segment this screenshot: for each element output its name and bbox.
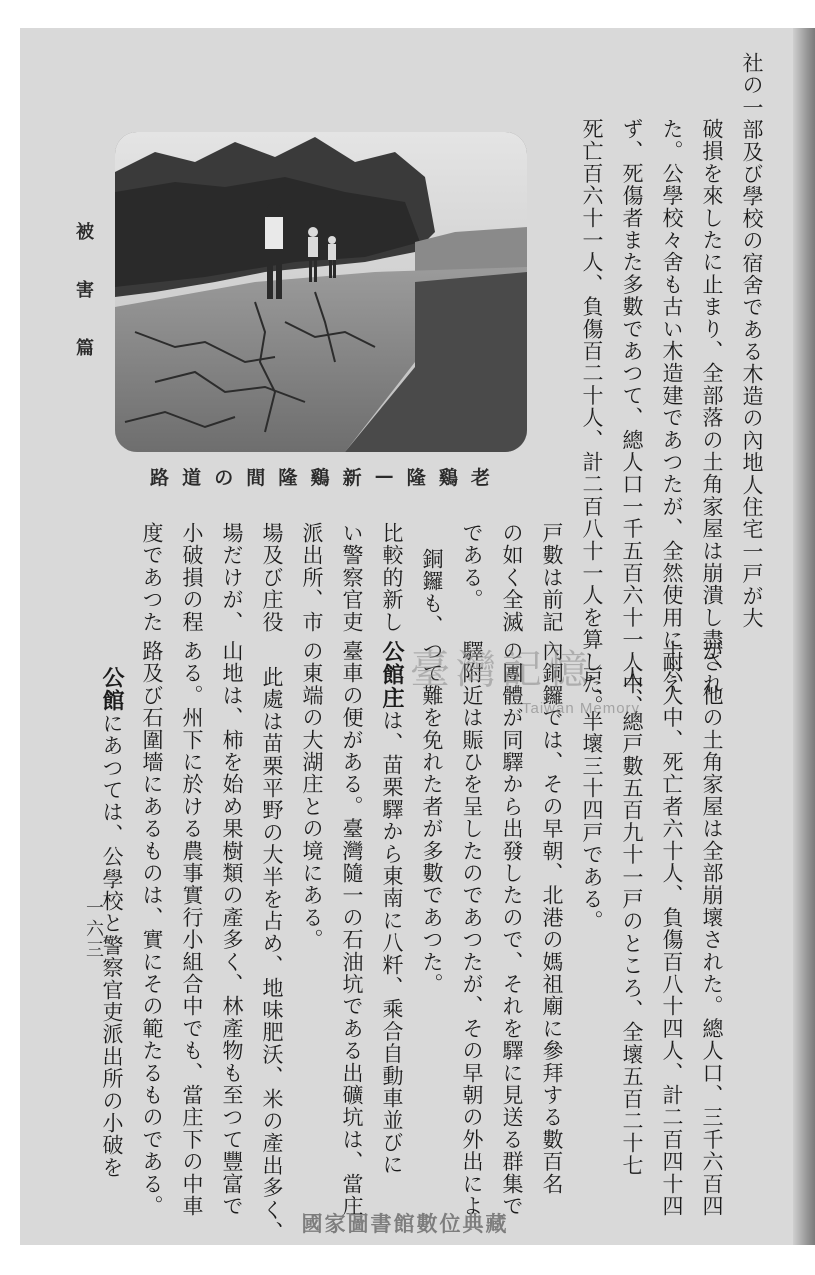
text-column: 戸、半壞三十四戸である。 — [580, 666, 604, 933]
text-column: 場及び庄役 — [260, 522, 284, 633]
text-column: が、他の土角家屋は全部崩壞された。總人口、三千六百四 — [700, 640, 724, 1218]
text-column: 破損を來したに止まり、全部落の土角家屋は崩潰し盡され — [700, 118, 724, 696]
caption-char: 鷄 — [438, 466, 458, 489]
taiwan-memory-watermark — [410, 638, 660, 728]
text-column: つて難を免れた者が多數であつた。 — [420, 640, 444, 996]
text-column: 臺車の便がある。臺灣隨一の石油坑である出礦坑は、當庄 — [340, 640, 364, 1218]
text-column: 小破損の程 — [180, 522, 204, 633]
text-run: は、苗栗驛から東南に八粁、乘合自動車並びに — [380, 709, 404, 1176]
text-column — [98, 666, 125, 1179]
place-name-heading: 公館 — [99, 666, 125, 713]
text-column: 度であつた — [140, 522, 164, 633]
text-column: 派出所、市 — [300, 522, 324, 633]
text-column: 驛附近は賑ひを呈したのであつたが、その早朝の外出によ — [460, 640, 484, 1218]
caption-char: 隆 — [278, 466, 298, 489]
text-column: た。公學校々舍も古い木造建であつたが、全然使用に耐え — [660, 118, 684, 696]
text-column: 人、總戸數五百九十一戸のところ、全壞五百二十七 — [620, 666, 644, 1177]
text-column: 十六人中、死亡者六十人、負傷百八十四人、計二百四十四 — [660, 640, 684, 1218]
text-column: 山地は、柿を始め果樹類の產多く、林產物も至つて豐富で — [220, 640, 244, 1218]
photo-caption — [150, 462, 490, 490]
text-run: にあつては、公學校と警察官吏派出所の小破を — [100, 712, 124, 1179]
caption-char: 鷄 — [310, 466, 330, 489]
caption-char: 新 — [342, 466, 362, 489]
text-column: 路及び石圍墻にあるものは、實にその範たるものである。 — [140, 640, 164, 1218]
page-number: 一六三 — [83, 898, 104, 961]
caption-char: 老 — [470, 466, 490, 489]
caption-char: 路 — [150, 466, 170, 489]
caption-char: 間 — [246, 466, 266, 489]
text-column: の如く全滅 — [500, 522, 524, 633]
watermark-sub-text: Taiwan Memory — [522, 700, 641, 717]
caption-char: — — [374, 465, 394, 487]
text-column: 戸數は前記 — [540, 522, 564, 633]
caption-char: 隆 — [406, 466, 426, 489]
text-column: 社の一部及び學校の宿舍である木造の內地人住宅一戸が大 — [740, 52, 764, 630]
road-damage-photo — [115, 132, 527, 452]
text-column: の團體が同驛から出發したので、それを驛に見送る群集で — [500, 640, 524, 1218]
text-column: 死亡百六十一人、負傷百二十人、計二百八十一人を算した。 — [580, 118, 604, 718]
scan-edge-shadow — [793, 28, 815, 1245]
text-column: ある。州下に於ける農事實行小組合中でも、當庄下の中車 — [180, 640, 204, 1218]
caption-char: の — [214, 466, 234, 489]
text-column: ず、死傷者また多數であつて、總人口一千五百六十一人中、 — [620, 118, 644, 718]
text-column — [378, 640, 405, 1176]
ncl-digital-stamp: 國家圖書館數位典藏 — [301, 1212, 509, 1236]
photo-illustration — [115, 132, 527, 452]
text-column: である。 — [460, 522, 484, 611]
text-column: 場だけが、 — [220, 522, 244, 633]
text-column: の東端の大湖庄との境にある。 — [300, 640, 324, 951]
text-column: い警察官吏 — [340, 522, 364, 633]
text-column: 銅鑼も、 — [420, 548, 444, 637]
text-column: 比較的新し — [380, 522, 404, 633]
text-column: 此處は苗栗平野の大半を占め、地味肥沃、米の產出多く、 — [260, 666, 284, 1244]
section-title: 被害篇 — [73, 222, 94, 396]
text-column: 內銅鑼では、その早朝、北港の媽祖廟に參拜する數百名 — [540, 640, 564, 1195]
caption-char: 道 — [182, 466, 202, 489]
place-name-heading: 公館庄 — [379, 640, 405, 710]
watermark-main-text: 臺灣記憶 — [410, 647, 594, 693]
